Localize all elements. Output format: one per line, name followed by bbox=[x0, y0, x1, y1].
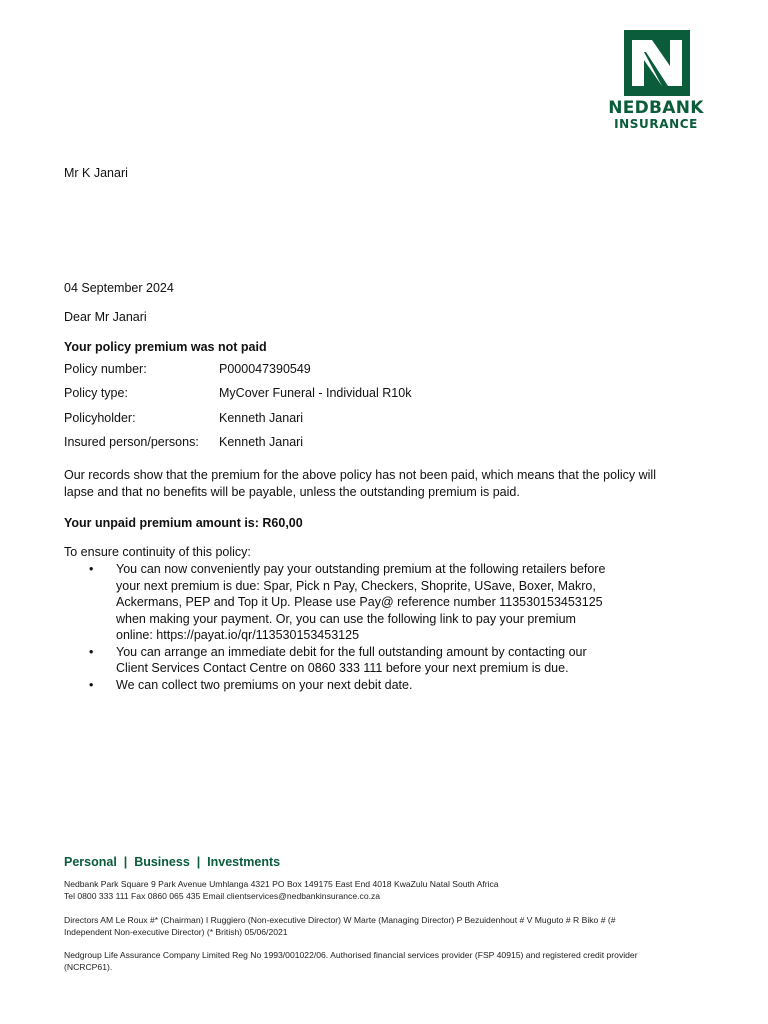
detail-row-policy-type bbox=[64, 386, 704, 404]
intro-line: lapse and that no benefits will be payable, unless the outstanding premium is paid. bbox=[64, 484, 520, 499]
list-item: • You can arrange an immediate debit for the full outstanding amount by contacting our Client Services Contact Centre on 0860 333 111 before your next premium is due. bbox=[89, 644, 587, 675]
salutation: Dear Mr Janari bbox=[64, 310, 147, 324]
intro-line: Our records show that the premium for the above policy has not been paid, which means that the policy will bbox=[64, 468, 656, 482]
recipient-name: Mr K Janari bbox=[64, 166, 128, 180]
footer-address: Nedbank Park Square 9 Park Avenue Umhlanga 4321 PO Box 149175 East End 4018 KwaZulu Natal South Africa bbox=[64, 879, 499, 889]
nedbank-insurance-logo bbox=[604, 28, 708, 132]
detail-row-policyholder bbox=[64, 411, 704, 429]
intro-paragraph bbox=[64, 467, 704, 500]
bullet-icon: • bbox=[89, 677, 94, 692]
bullet-icon: • bbox=[89, 562, 94, 576]
detail-label: Policyholder: bbox=[64, 411, 136, 425]
list-item: • You can now conveniently pay your outstanding premium at the following retailers before your next premium is due: Spar, Pick n Pay, Checkers, Shoprite, USave, Boxer, Makro, Ackermans, PEP and Top it Up. Please use Pay@ reference number 113530153453125 when making your payment. Or, you can use the following link to pay your premium online: https://payat.io/qr/113530153453125 bbox=[64, 561, 644, 644]
detail-value: MyCover Funeral - Individual R10k bbox=[219, 386, 412, 400]
logo-wordmark-nedbank: NEDBANK bbox=[608, 98, 704, 118]
logo-wordmark-insurance: INSURANCE bbox=[614, 117, 698, 131]
nedbank-n-logo-icon bbox=[624, 30, 690, 96]
detail-label: Insured person/persons: bbox=[64, 435, 199, 449]
detail-value: Kenneth Janari bbox=[219, 435, 304, 449]
detail-label: Policy type: bbox=[64, 386, 128, 400]
detail-row-policy-number bbox=[64, 362, 704, 380]
detail-value: Kenneth Janari bbox=[219, 411, 304, 425]
letter-date: 04 September 2024 bbox=[64, 281, 174, 295]
footer-directors-block: Directors AM Le Roux #* (Chairman) I Ruggiero (Non-executive Director) W Marte (Managing Director) P Bezuidenhout # V Muguto # R Biko # (# Independent Non-executive Director) (* British) 05/06/2021 bbox=[64, 915, 616, 937]
letter-heading: Your policy premium was not paid bbox=[64, 340, 267, 354]
detail-label: Policy number: bbox=[64, 362, 147, 376]
footer-legal-block: Nedgroup Life Assurance Company Limited Reg No 1993/001022/06. Authorised financial services provider (FSP 40915) and registered credit provider (NCRCP61). bbox=[64, 950, 638, 972]
continuity-intro: To ensure continuity of this policy: bbox=[64, 545, 251, 559]
unpaid-amount: Your unpaid premium amount is: R60,00 bbox=[64, 516, 303, 530]
options-list bbox=[64, 561, 644, 693]
footer-contact: Tel 0800 333 111 Fax 0860 065 435 Email clientservices@nedbankinsurance.co.za bbox=[64, 890, 381, 901]
payment-link[interactable]: online: https://payat.io/qr/113530153453125 bbox=[116, 628, 360, 642]
footer-address-block bbox=[64, 879, 704, 902]
detail-row-insured-persons bbox=[64, 435, 704, 453]
list-item: • We can collect two premiums on your next debit date. bbox=[89, 677, 413, 692]
bullet-icon: • bbox=[89, 644, 94, 659]
detail-value: P000047390549 bbox=[219, 362, 311, 376]
footer-tagline: Personal | Business | Investments bbox=[64, 855, 281, 869]
